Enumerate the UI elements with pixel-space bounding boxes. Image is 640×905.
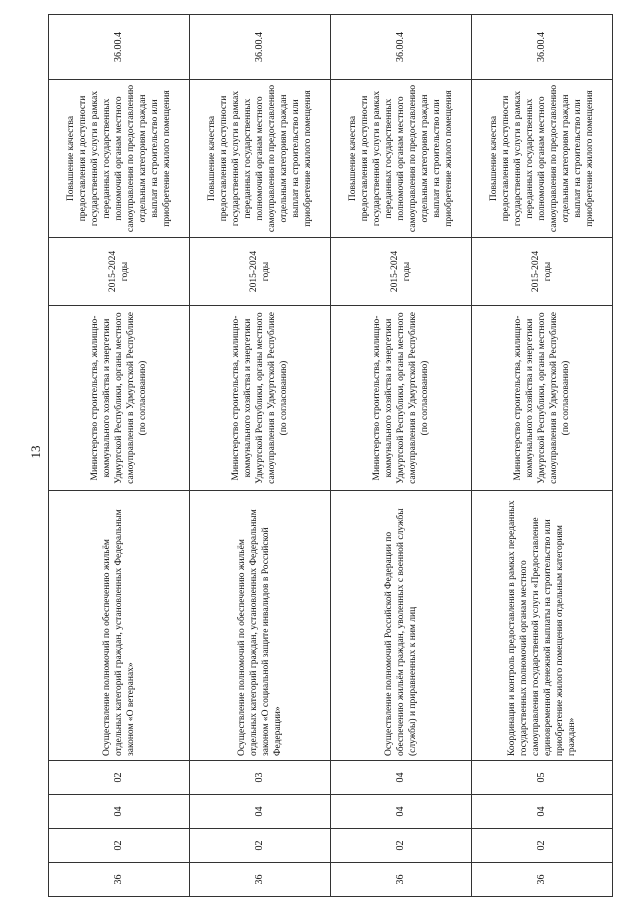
code-cell: 03 [190, 761, 331, 795]
description-cell: Координация и контроль предоставления в рамках переданных государственных полномочий органам местного самоуправления государственной услуги «Предоставление единовременной денежной выплаты на строительство или приобретение жилого помещения отдельным категориям граждан» [472, 491, 613, 761]
term-cell: 2015-2024 годы [331, 238, 472, 306]
code-cell: 36 [190, 863, 331, 897]
measures-table [48, 14, 613, 897]
result-cell: Повышение качества предоставления и доступности государственной услуги в рамках переданных государственных полномочий органам местного самоуправления по предоставлению отдельным категориям граждан выплат на строительство или приобретение жилого помещения [331, 80, 472, 238]
table-row [472, 15, 613, 897]
code-cell: 04 [190, 795, 331, 829]
term-cell: 2015-2024 годы [472, 238, 613, 306]
code-cell: 02 [49, 761, 190, 795]
description-cell: Осуществление полномочий по обеспечению жильём отдельных категорий граждан, установленных Федеральным законом «О социальной защите инвалидов в Российской Федерации» [190, 491, 331, 761]
executor-cell: Министерство строительства, жилищно-коммунального хозяйства и энергетики Удмуртской Республики, органы местного самоуправления в Удмуртской Республике (по согласованию) [49, 306, 190, 491]
indicator-cell: 36.00.4 [190, 15, 331, 80]
table-row [331, 15, 472, 897]
code-cell: 05 [472, 761, 613, 795]
indicator-cell: 36.00.4 [472, 15, 613, 80]
code-cell: 36 [49, 863, 190, 897]
result-cell: Повышение качества предоставления и доступности государственной услуги в рамках переданных государственных полномочий органам местного самоуправления по предоставлению отдельным категориям граждан выплат на строительство или приобретение жилого помещения [190, 80, 331, 238]
description-cell: Осуществление полномочий Российской Федерации по обеспечению жильём граждан, уволенных с военной службы (службы) и приравненных к ним лиц [331, 491, 472, 761]
code-cell: 02 [331, 829, 472, 863]
description-cell: Осуществление полномочий по обеспечению жильём отдельных категорий граждан, установленных Федеральным законом «О ветеранах» [49, 491, 190, 761]
code-cell: 36 [472, 863, 613, 897]
executor-cell: Министерство строительства, жилищно-коммунального хозяйства и энергетики Удмуртской Республики, органы местного самоуправления в Удмуртской Республике (по согласованию) [472, 306, 613, 491]
executor-cell: Министерство строительства, жилищно-коммунального хозяйства и энергетики Удмуртской Республики, органы местного самоуправления в Удмуртской Республике (по согласованию) [190, 306, 331, 491]
executor-cell: Министерство строительства, жилищно-коммунального хозяйства и энергетики Удмуртской Республики, органы местного самоуправления в Удмуртской Республике (по согласованию) [331, 306, 472, 491]
code-cell: 02 [49, 829, 190, 863]
code-cell: 04 [331, 761, 472, 795]
table-row [49, 15, 190, 897]
result-cell: Повышение качества предоставления и доступности государственной услуги в рамках переданных государственных полномочий органам местного самоуправления по предоставлению отдельным категориям граждан выплат на строительство или приобретение жилого помещения [49, 80, 190, 238]
result-cell: Повышение качества предоставления и доступности государственной услуги в рамках переданных государственных полномочий органам местного самоуправления по предоставлению отдельным категориям граждан выплат на строительство или приобретение жилого помещения [472, 80, 613, 238]
code-cell: 04 [49, 795, 190, 829]
term-cell: 2015-2024 годы [190, 238, 331, 306]
code-cell: 04 [331, 795, 472, 829]
table-row [190, 15, 331, 897]
page-number: 13 [28, 445, 43, 459]
term-cell: 2015-2024 годы [49, 238, 190, 306]
rotated-table-container [48, 15, 612, 897]
code-cell: 02 [190, 829, 331, 863]
code-cell: 36 [331, 863, 472, 897]
indicator-cell: 36.00.4 [331, 15, 472, 80]
indicator-cell: 36.00.4 [49, 15, 190, 80]
code-cell: 04 [472, 795, 613, 829]
code-cell: 02 [472, 829, 613, 863]
